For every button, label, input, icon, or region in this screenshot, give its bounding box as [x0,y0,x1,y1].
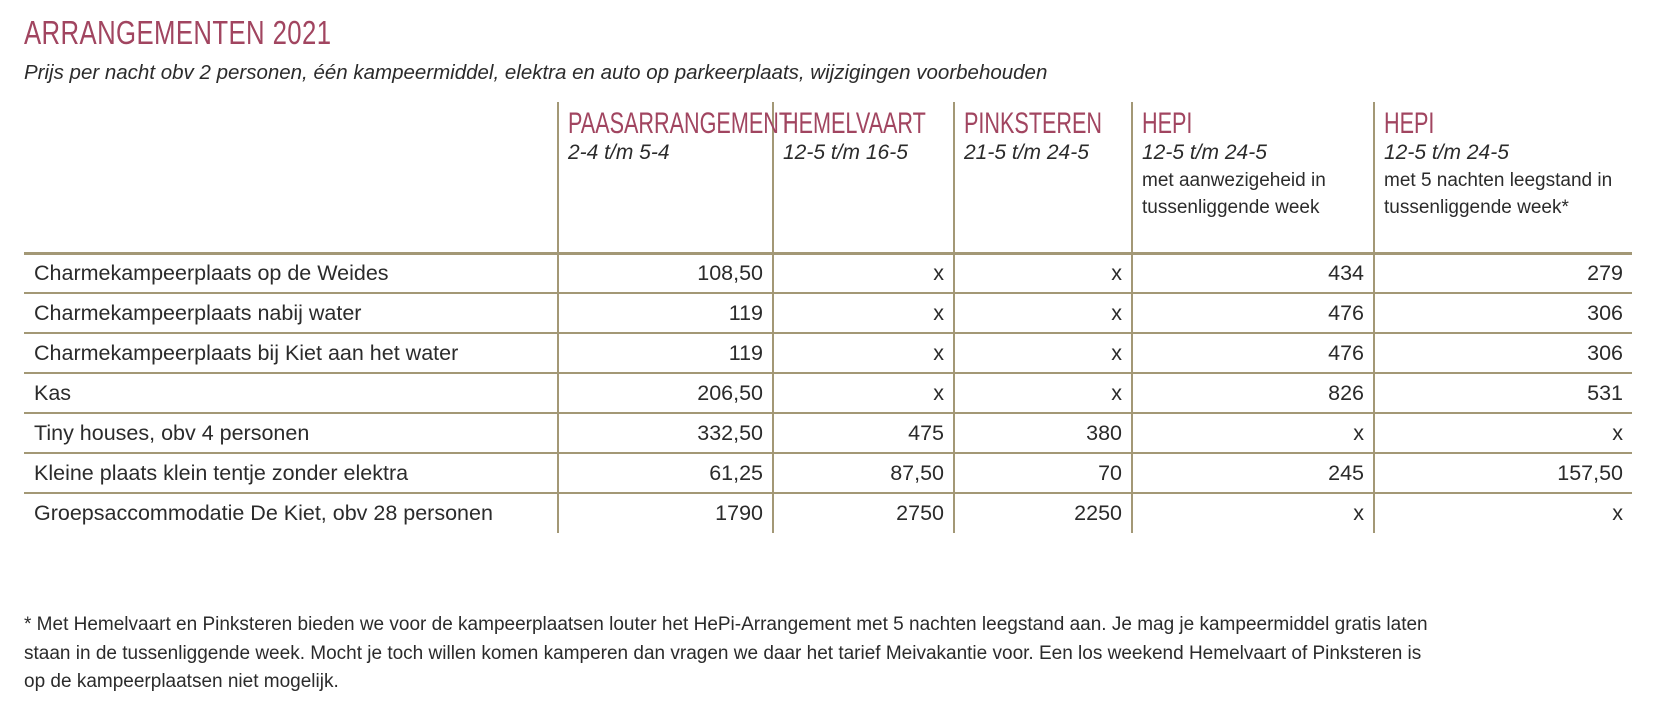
column-note: met 5 nachten leegstand in tussenliggende week* [1384,170,1613,218]
price-cell: 157,50 [1374,453,1632,493]
table-row [24,253,1632,293]
column-name: PINKSTEREN [964,107,1103,140]
column-name: HEMELVAART [783,107,926,140]
price-cell: x [1374,413,1632,453]
header-paasarrangement [558,102,793,253]
price-cell: 206,50 [558,373,773,413]
rates-table [24,102,1632,533]
footnote: * Met Hemelvaart en Pinksteren bieden we voor de kampeerplaatsen louter het HePi-Arrangement met 5 nachten leegstand aan. Je mag je kampeermiddel gratis laten staan in de tussenliggende week. Mocht je toch willen komen kamperen dan vragen we daar het tarief Meivakantie voor. Een los weekend Hemelvaart of Pinksteren is op de kampeerplaatsen niet mogelijk. [24,614,1428,692]
row-label: Charmekampeerplaats op de Weides [24,253,558,293]
price-cell: 531 [1374,373,1632,413]
table-row [24,373,1632,413]
row-label: Kleine plaats klein tentje zonder elektra [24,453,558,493]
price-cell: 380 [954,413,1132,453]
table-header-row [24,102,1632,253]
price-cell: 108,50 [558,253,773,293]
price-cell: x [954,373,1132,413]
column-dates: 12-5 t/m 16-5 [783,141,908,164]
price-cell: 826 [1132,373,1374,413]
column-dates: 21-5 t/m 24-5 [964,141,1089,164]
price-cell: 306 [1374,293,1632,333]
price-cell: 476 [1132,293,1374,333]
column-name: HEPI [1384,107,1435,140]
price-cell: 475 [773,413,954,453]
header-pinksteren [954,102,1132,253]
price-cell: x [1132,413,1374,453]
price-cell: 476 [1132,333,1374,373]
price-cell: 87,50 [773,453,954,493]
price-cell: x [1374,493,1632,533]
price-cell: x [954,293,1132,333]
row-label: Charmekampeerplaats nabij water [24,293,558,333]
row-label: Kas [24,373,558,413]
price-cell: 245 [1132,453,1374,493]
price-cell: 2250 [954,493,1132,533]
table-row [24,293,1632,333]
price-cell: x [773,333,954,373]
column-name: HEPI [1142,107,1193,140]
header-hemelvaart [773,102,954,253]
price-cell: x [773,373,954,413]
table-row [24,453,1632,493]
price-cell: x [773,293,954,333]
page-title: ARRANGEMENTEN 2021 [24,14,332,51]
column-note: met aanwezigeheid in tussenliggende week [1142,170,1326,218]
table-row [24,413,1632,453]
column-dates: 12-5 t/m 24-5 [1384,141,1509,164]
column-dates: 12-5 t/m 24-5 [1142,141,1267,164]
row-label: Groepsaccommodatie De Kiet, obv 28 personen [34,501,493,525]
price-cell: 434 [1132,253,1374,293]
page-subtitle: Prijs per nacht obv 2 personen, één kampeermiddel, elektra en auto op parkeerplaats, wijzigingen voorbehouden [24,61,1048,84]
price-cell: x [773,253,954,293]
price-cell: 279 [1374,253,1632,293]
price-cell: 70 [954,453,1132,493]
price-cell: x [954,333,1132,373]
column-name: PAASARRANGEMENT [568,107,793,140]
header-hepi-aanwezig [1132,102,1374,253]
column-dates: 2-4 t/m 5-4 [568,141,670,164]
price-cell: 2750 [773,493,954,533]
price-cell: x [1132,493,1374,533]
price-cell: x [954,253,1132,293]
price-cell: 332,50 [558,413,773,453]
header-hepi-leegstand [1374,102,1632,253]
price-cell: 306 [1374,333,1632,373]
price-cell: 119 [558,293,773,333]
price-cell: 119 [558,333,773,373]
row-label: Charmekampeerplaats bij Kiet aan het water [24,333,558,373]
price-cell: 1790 [558,493,773,533]
price-cell: 61,25 [558,453,773,493]
table-row [24,493,1632,533]
header-empty-cell [24,102,558,253]
table-row [24,333,1632,373]
row-label: Tiny houses, obv 4 personen [24,413,558,453]
